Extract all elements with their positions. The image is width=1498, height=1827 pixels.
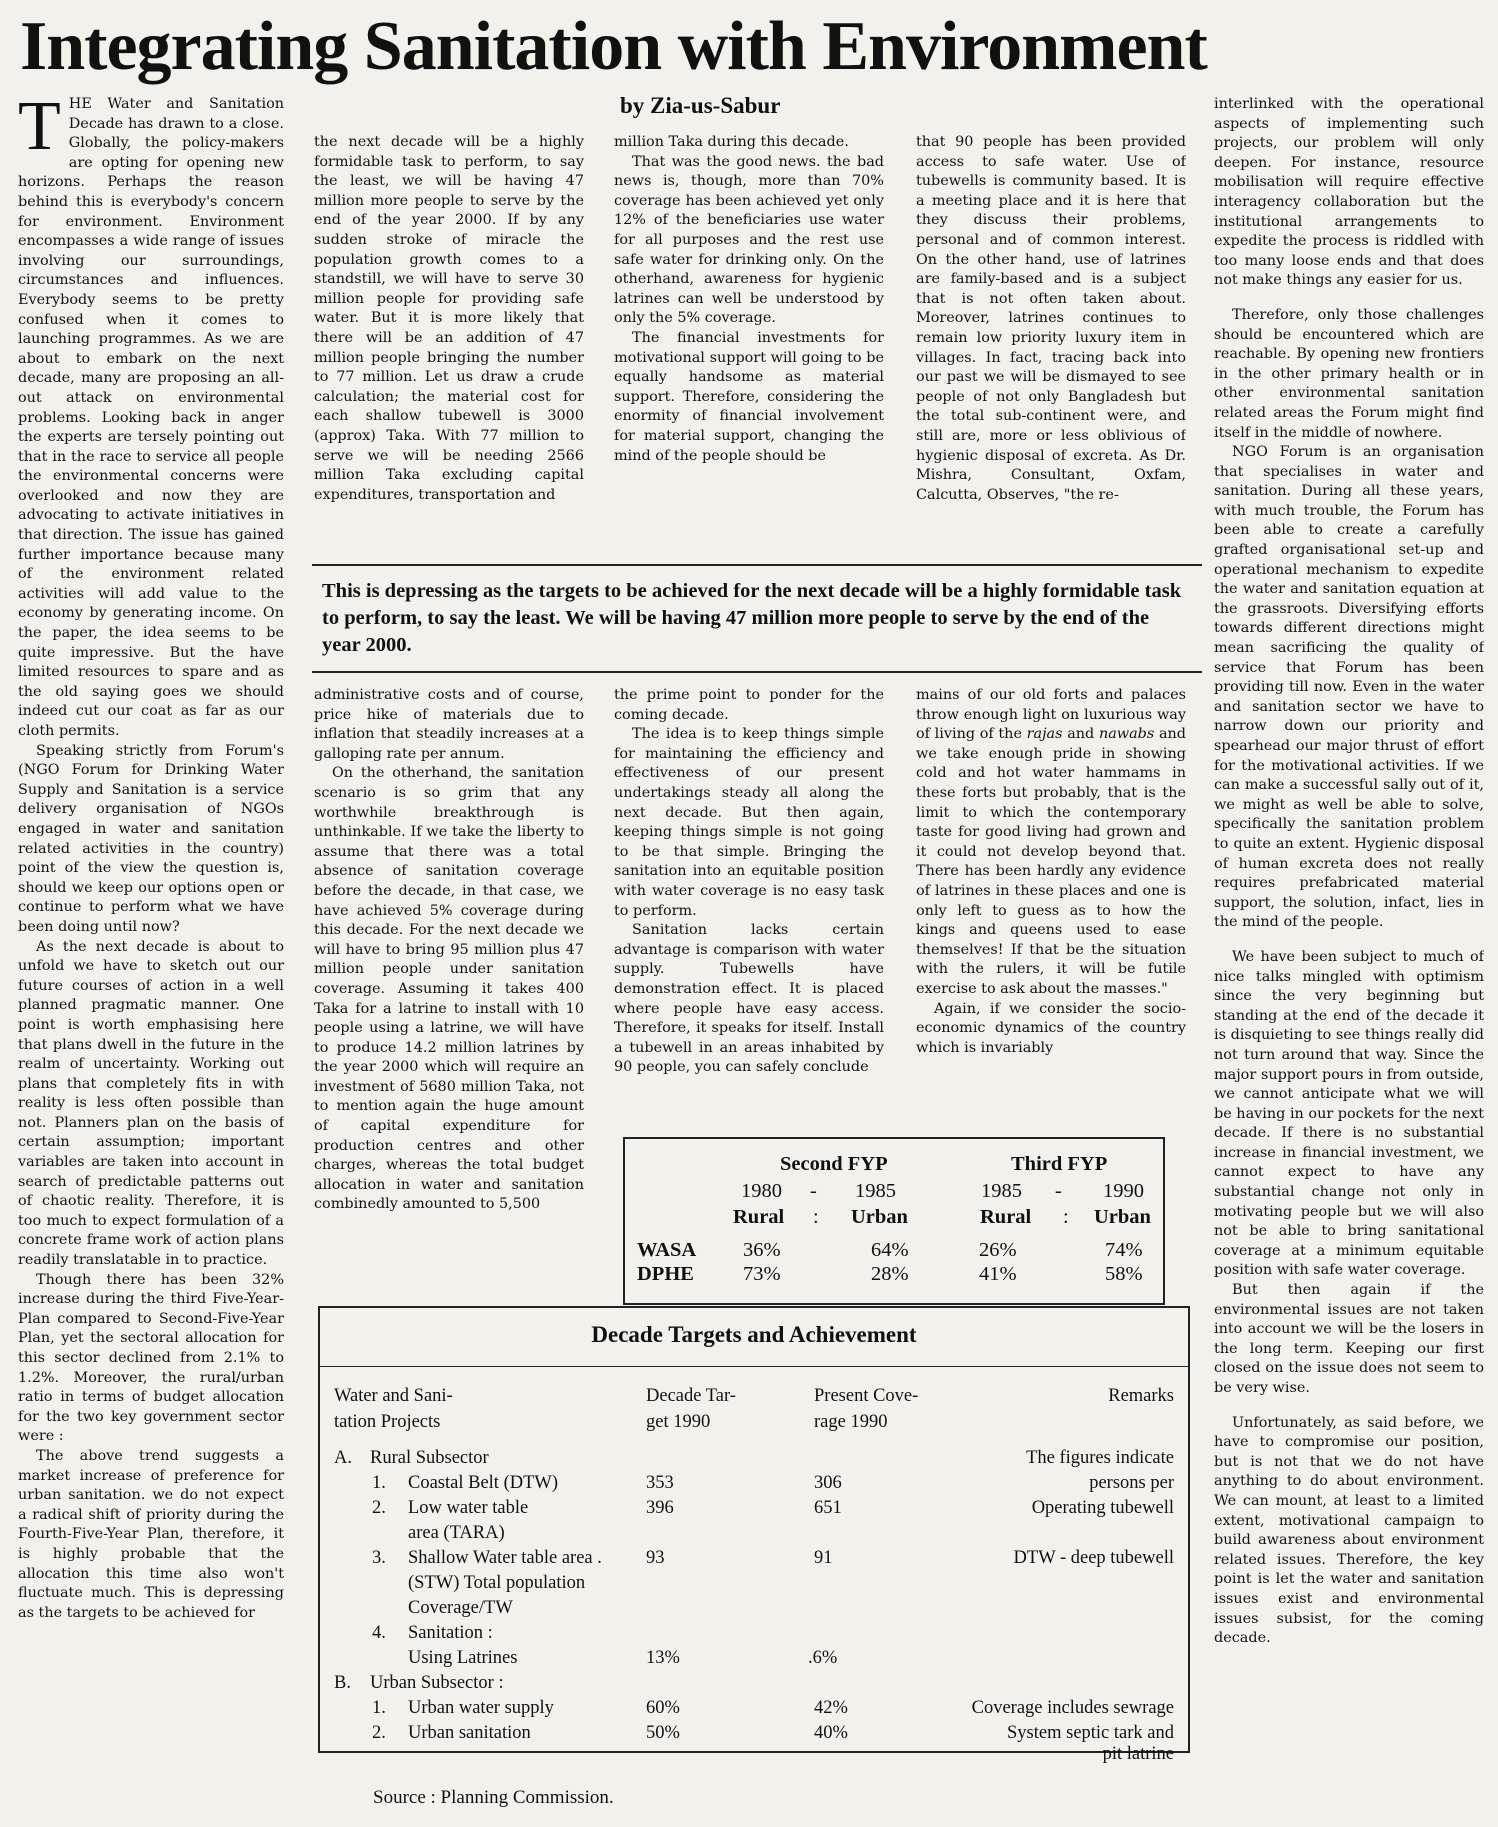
colon: : [813, 1206, 819, 1228]
paragraph: interlinked with the operational aspects of implementing such projects, our problem will only deepen. For instance, resource mobilisation will require effective interagency collaboration but the institutional arrangements to expedite the process is riddled with too many loose ends and that does not make things any easier for us. [1214, 96, 1484, 289]
cell-target: 93 [646, 1548, 665, 1568]
remark: System septic tark and [1007, 1723, 1174, 1743]
row-num: 2. [372, 1723, 386, 1743]
column-1 [18, 95, 284, 1825]
remark: Coverage includes sewrage [971, 1698, 1174, 1718]
row-label-dphe: DPHE [637, 1263, 694, 1285]
column-2-top [314, 133, 584, 535]
row-label: Urban sanitation [408, 1723, 531, 1743]
row-label: Sanitation : [408, 1623, 493, 1643]
paragraph: But then again if the environmental issues are not taken into account we will be the losers in the long term. Keeping our first closed on the issue does not seem to be very wise. [1214, 1282, 1484, 1396]
row-label: (STW) Total population [408, 1573, 586, 1593]
paragraph: The above trend suggests a market increase of preference for urban sanitation. we do not expect a radical shift of priority during the Fourth-Five-Year Plan, therefore, it is highly probable that the allocation this time also won't fluctuate much. This is depressing as the targets to be achieved for [18, 1447, 284, 1621]
year-label: 1990 [1103, 1180, 1144, 1202]
row-label: Low water table [408, 1498, 529, 1518]
colon: : [1063, 1206, 1069, 1228]
paragraph: That was the good news. the bad news is, though, more than 70% coverage has been achieved yet only 12% of the beneficiaries use water for all purposes and the rest use safe water for drinking only. On the otherhand, awareness for hygienic latrines can well be understood by only the 5% coverage. [614, 153, 884, 327]
year-label: 1980 [741, 1180, 782, 1202]
paragraph: administrative costs and of course, price hike of materials due to inflation that steadily increases at a galloping rate per annum. [314, 687, 584, 762]
dash: - [810, 1180, 817, 1202]
paragraph: On the otherhand, the sanitation scenario is so grim that any worthwhile breakthrough is unthinkable. If we take the liberty to assume that there was a total absence of sanitation coverage before the decade, in that case, we have achieved 5% coverage during this decade. For the next decade we will have to bring 95 million plus 47 million people under sanitation coverage. Assuming it takes 400 Taka for a latrine to install with 10 people using a latrine, we will have to produce 14.2 million latrines by the year 2000 which will require an investment of 5680 million Taka, not to mention again the huge amount of capital expenditure for production centres and other charges, whereas the total budget allocation in water and sanitation combinedly amounted to 5,500 [314, 765, 584, 1213]
remark: Operating tubewell [1031, 1498, 1174, 1518]
lead-paragraph: THE Water and Sanitation Decade has drawn to a close. Globally, the policy-makers are opting for opening new horizons. Perhaps the reason behind this is everybody's concern for environment. Environment encompasses a wide range of issues involving our surroundings, circumstances and influences. Everybody seems to be pretty confused when it comes to launching programmes. As we are about to embark on the next decade, many are proposing an all-out attack on environmental problems. Looking back in anger the experts are tersely pointing out that in the race to service all people the environmental concerns were overlooked and now they are advocating to activate initiatives in that direction. The issue has gained further importance because many of the environment related activities will add value to the economy by generating income. On the paper, the idea seems to be quite impressive. But the have limited resources to spare and as the old saying goes we should indeed cut our coat as far as our cloth permits. [18, 95, 284, 739]
remark: The figures indicate [1026, 1448, 1174, 1468]
row-num: 4. [372, 1623, 386, 1643]
paragraph: Therefore, only those challenges should be encountered which are reachable. By opening new frontiers in the other primary health or in other environmental sanitation related areas the Forum might find itself in the middle of nowhere. [1214, 306, 1484, 441]
remark: DTW - deep tubewell [1013, 1548, 1174, 1568]
paragraph: The idea is to keep things simple for maintaining the efficiency and effectiveness of our present undertakings steady all along the next decade. But then again, keeping things simple is not going to be that simple. Bringing the sanitation into an equitable position with water coverage is no easy task to perform. [614, 726, 884, 919]
column-3-top [614, 133, 884, 535]
cell-target: 60% [646, 1698, 680, 1718]
header-remarks: Remarks [1108, 1386, 1174, 1406]
paragraph: As the next decade is about to unfold we have to sketch out our future courses of action in a well planned pragmatic manner. One point is worth emphasising here that plans dwell in the future in the realm of uncertainty. Working out plans that completely fits in with reality is less often possible than not. Planners plan on the basis of certain assumption; important variables are taken into account in search of predictable patterns out of chaotic reality. Therefore, it is too much to expect formulation of a concrete frame work of action plans readily translatable in to practice. [18, 938, 284, 1269]
row-label: Coverage/TW [408, 1598, 513, 1618]
header-project: tation Projects [334, 1412, 441, 1432]
row-label: Using Latrines [408, 1648, 518, 1668]
paragraph: Sanitation lacks certain advantage is comparison with water supply. Tubewells have demonstration effect. It is placed where people have easy access. Therefore, it speaks for itself. Install a tubewell in an areas inhabited by 90 people, you can safely conclude [614, 922, 884, 1076]
cell: 74% [1105, 1239, 1143, 1261]
header-third-fyp: Third FYP [1011, 1153, 1108, 1175]
header-present: Present Cove- [814, 1386, 919, 1406]
row-label: Shallow Water table area . [408, 1548, 602, 1568]
column-4-top [916, 133, 1186, 535]
year-label: 1985 [855, 1180, 896, 1202]
row-label: Urban water supply [408, 1698, 554, 1718]
cell-target: 353 [646, 1473, 674, 1493]
col-urban: Urban [1094, 1206, 1151, 1228]
paragraph: Again, if we consider the socio-economic dynamics of the country which is invariably [916, 1000, 1186, 1056]
table-source: Source : Planning Commission. [373, 1787, 614, 1808]
cell-present: .6% [808, 1648, 838, 1668]
byline: by Zia-us-Sabur [620, 93, 781, 118]
title-divider [320, 1366, 1188, 1367]
cell-present: 306 [814, 1473, 842, 1493]
fyp-allocation-table [623, 1137, 1165, 1305]
cell-present: 91 [814, 1548, 833, 1568]
cell-present: 42% [814, 1698, 848, 1718]
cell: 64% [871, 1239, 909, 1261]
pull-quote: This is depressing as the targets to be achieved for the next decade will be a highly formidable task to perform, to say the least. We will be having 47 million more people to serve by the end of the year 2000. [312, 564, 1202, 673]
paragraph: We have been subject to much of nice talks mingled with optimism since the very beginning but standing at the end of the decade it is disquieting to see things really did not turn around that way. Since the major support pours in from outside, we cannot anticipate what we will be having in our pockets for the next decade. If there is no substantial increase in financial investment, we cannot expect to have any substantial change not only in motivating people but we will also not be able to bring sanitational coverage at a minimum equitable position with safe water coverage. [1214, 948, 1484, 1279]
row-num: 1. [372, 1698, 386, 1718]
dash: - [1055, 1180, 1062, 1202]
col-rural: Rural [733, 1206, 785, 1228]
cell-target: 13% [646, 1648, 680, 1668]
row-label-wasa: WASA [637, 1239, 697, 1261]
header-present: rage 1990 [814, 1412, 888, 1432]
paragraph: Though there has been 32% increase during the third Five-Year-Plan compared to Second-Five-Year Plan, yet the sectoral allocation for this sector declined from 2.1% to 1.2%. Moreover, the rural/urban ratio in terms of budget allocation for the two key government sector were : [18, 1271, 284, 1445]
column-5 [1214, 95, 1484, 1825]
cell: 58% [1105, 1263, 1143, 1285]
cell: 26% [979, 1239, 1017, 1261]
col-urban: Urban [851, 1206, 908, 1228]
subsector-urban: Urban Subsector : [370, 1673, 504, 1693]
drop-cap: T [18, 95, 61, 165]
remark: pit latrine [1102, 1744, 1174, 1764]
header-project: Water and Sani- [334, 1386, 453, 1406]
cell: 73% [743, 1263, 781, 1285]
col-rural: Rural [980, 1206, 1032, 1228]
header-target: get 1990 [646, 1412, 711, 1432]
row-num: 2. [372, 1498, 386, 1518]
row-num: 1. [372, 1473, 386, 1493]
table-title: Decade Targets and Achievement [591, 1322, 917, 1347]
cell-present: 651 [814, 1498, 842, 1518]
cell-target: 50% [646, 1723, 680, 1743]
column-4-bottom [916, 686, 1186, 1114]
subsector-rural: Rural Subsector [370, 1448, 489, 1468]
row-num: 3. [372, 1548, 386, 1568]
remark: persons per [1089, 1473, 1174, 1493]
cell: 41% [979, 1263, 1017, 1285]
row-label: Coastal Belt (DTW) [408, 1473, 559, 1493]
cell-present: 40% [814, 1723, 848, 1743]
header-target: Decade Tar- [646, 1386, 736, 1406]
paragraph: mains of our old forts and palaces throw enough light on luxurious way of living of the rajas and nawabs and we take enough pride in showing cold and hot water hammams in these forts but probably, that is the limit to which the contemporary taste for good living had grown and it could not develop beyond that. There has been hardly any evidence of latrines in these places and one is only left to guess as to how the kings and queens used to ease themselves! If that be the situation with the rulers, it will be futile exercise to ask about the masses." [916, 687, 1186, 997]
year-label: 1985 [981, 1180, 1022, 1202]
header-second-fyp: Second FYP [780, 1153, 888, 1175]
cell-target: 396 [646, 1498, 674, 1518]
decade-targets-table [318, 1306, 1190, 1764]
paragraph: The financial investments for motivational support will going to be equally handsome as material support. Therefore, considering the enormity of financial involvement for material support, changing the mind of the people should be [614, 329, 884, 464]
paragraph: the prime point to ponder for the coming decade. [614, 687, 884, 723]
subsector-letter: B. [334, 1673, 351, 1693]
column-2-bottom [314, 686, 584, 1300]
paragraph: million Taka during this decade. [614, 134, 849, 150]
paragraph: that 90 people has been provided access to safe water. Use of tubewells is community based. It is a meeting place and it is here that they discuss their problems, personal and of common interest. On the other hand, use of latrines are family-based and is a subject that is not often taken about. Moreover, latrines continues to remain low priority luxury item in villages. In fact, tracing back into our past we will be dismayed to see people of not only Bangladesh but the total sub-continent were, and still are, more or less oblivious of hygienic disposal of excreta. As Dr. Mishra, Consultant, Oxfam, Calcutta, Observes, "the re- [916, 134, 1186, 503]
paragraph: the next decade will be a highly formidable task to perform, to say the least, we will be having 47 million more people to serve by the end of the year 2000. If by any sudden stroke of miracle the population growth comes to a standstill, we will have to serve 30 million people for providing safe water. But it is more likely that there will be an addition of 47 million people bringing the number to 77 million. Let us draw a crude calculation; the material cost for each shallow tubewell is 3000 (approx) Taka. With 77 million to serve we will be needing 2566 million Taka excluding capital expenditures, transportation and [314, 134, 584, 503]
paragraph: NGO Forum is an organisation that specialises in water and sanitation. During all these years, with much trouble, the Forum has been able to create a carefully grafted organisational set-up and operational mechanism to expedite the water and sanitation equation at the grassroots. Diversifying efforts towards different directions might mean sacrificing the quality of service that Forum has been providing till now. Even in the water and sanitation sector we have to narrow down our priority and spearhead our major thrust of effort for the motivational activities. If we can make a successful sally out of it, we might as well be able to solve, specifically the sanitation problem to quite an extent. Hygienic disposal of human excreta does not really requires prefabricated material support, the solution, infact, lies in the mind of the people. [1214, 444, 1484, 931]
headline: Integrating Sanitation with Environment [20, 8, 1207, 85]
column-3-bottom [614, 686, 884, 1114]
subsector-letter: A. [334, 1448, 352, 1468]
cell: 36% [743, 1239, 781, 1261]
paragraph: Unfortunately, as said before, we have to compromise our position, but is not that we do not have anything to do about environment. We can mount, at least to a limited extent, motivational campaign to build awareness about environment related issues. Therefore, the key point is let the water and sanitation issues exist and environmental issues subsist, for the coming decade. [1214, 1414, 1484, 1647]
paragraph: Speaking strictly from Forum's (NGO Forum for Drinking Water Supply and Sanitation is a service delivery organisation of NGOs engaged in water and sanitation related activities in the country) point of the view the question is, should we keep our options open or continue to perform what we have been doing until now? [18, 742, 284, 935]
cell: 28% [871, 1263, 909, 1285]
row-label: area (TARA) [408, 1523, 505, 1543]
